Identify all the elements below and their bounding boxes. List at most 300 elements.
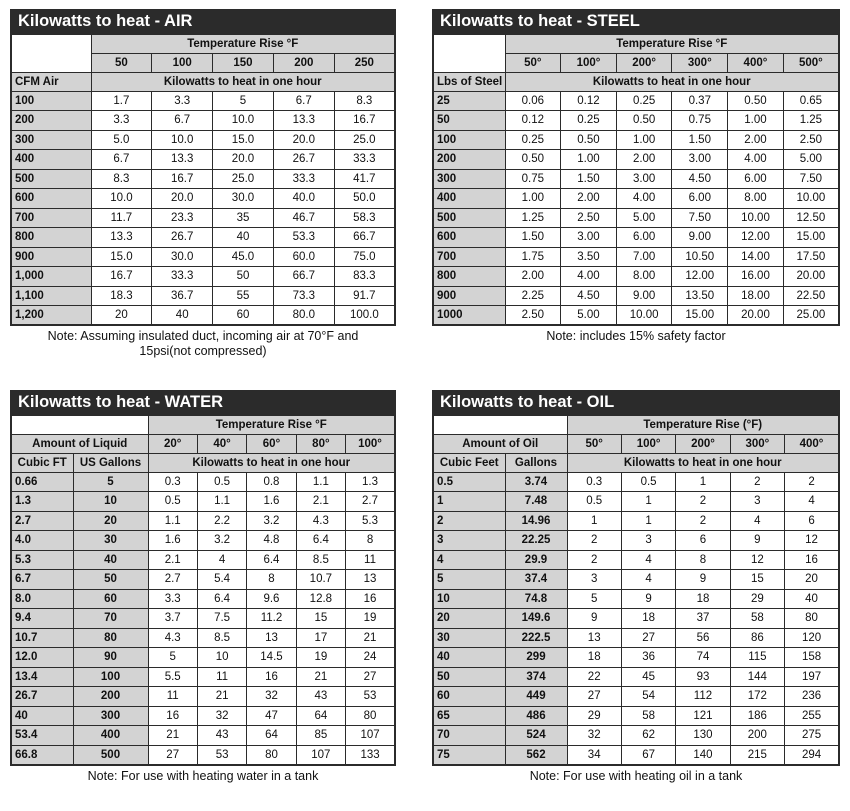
oil-col2-cell: 562: [505, 745, 567, 765]
water-sub-header: Kilowatts to heat in one hour: [148, 453, 395, 472]
table-cell: 12: [730, 550, 784, 570]
table-cell: 21: [296, 667, 345, 687]
water-temp-rise-row: [11, 415, 395, 434]
table-cell: 47: [247, 706, 296, 726]
steel-temps-row: [433, 53, 839, 72]
water-temp-rise-header: Temperature Rise °F: [148, 415, 395, 434]
table-cell: 40.0: [273, 189, 334, 209]
steel-note: Note: includes 15% safety factor: [546, 329, 726, 343]
table-row: [11, 189, 395, 209]
water-temp-header: 80°: [296, 434, 345, 453]
table-row: [433, 130, 839, 150]
table-cell: 9: [730, 531, 784, 551]
table-cell: 66.7: [273, 267, 334, 287]
table-cell: 112: [676, 687, 730, 707]
table-cell: 40: [785, 589, 839, 609]
table-cell: 2.00: [728, 130, 784, 150]
table-cell: 1.6: [148, 531, 197, 551]
table-cell: 0.5: [567, 492, 621, 512]
steel-temp-header: 300°: [672, 53, 728, 72]
table-row: [433, 247, 839, 267]
table-cell: 4.00: [616, 189, 672, 209]
table-cell: 32: [197, 706, 246, 726]
water-col1-cell: 40: [11, 706, 73, 726]
steel-corner-blank: [433, 34, 505, 53]
table-cell: 75.0: [334, 247, 395, 267]
water-col2-cell: 500: [73, 745, 148, 765]
table-cell: 4: [621, 570, 675, 590]
table-cell: 20.0: [152, 189, 213, 209]
oil-col1-cell: 20: [433, 609, 505, 629]
table-cell: 16: [148, 706, 197, 726]
table-cell: 43: [296, 687, 345, 707]
oil-temp-rise-row: [433, 415, 839, 434]
air-row-label: 300: [11, 130, 91, 150]
table-cell: 40: [152, 306, 213, 326]
table-cell: 30.0: [213, 189, 274, 209]
water-col1-cell: 26.7: [11, 687, 73, 707]
oil-title: Kilowatts to heat - OIL: [432, 390, 840, 414]
table-cell: 130: [676, 726, 730, 746]
table-row: [11, 550, 395, 570]
table-cell: 50: [213, 267, 274, 287]
table-cell: 3.00: [616, 169, 672, 189]
table-cell: 2.7: [346, 492, 395, 512]
table-cell: 2.7: [148, 570, 197, 590]
table-cell: 50.0: [334, 189, 395, 209]
water-col1-cell: 1.3: [11, 492, 73, 512]
water-temp-header: 100°: [346, 434, 395, 453]
table-cell: 16: [785, 550, 839, 570]
steel-table: [432, 33, 840, 326]
table-cell: 0.3: [148, 472, 197, 492]
table-cell: 13.50: [672, 286, 728, 306]
table-cell: 107: [346, 726, 395, 746]
table-cell: 34: [567, 745, 621, 765]
table-row: [433, 228, 839, 248]
table-cell: 66.7: [334, 228, 395, 248]
table-cell: 0.25: [505, 130, 561, 150]
air-temp-header: 100: [152, 53, 213, 72]
table-cell: 80: [247, 745, 296, 765]
table-cell: 4.00: [728, 150, 784, 170]
table-cell: 18.3: [91, 286, 152, 306]
oil-table: [432, 414, 840, 766]
table-cell: 36: [621, 648, 675, 668]
water-col1-cell: 10.7: [11, 628, 73, 648]
water-col2-cell: 40: [73, 550, 148, 570]
table-cell: 8: [346, 531, 395, 551]
oil-subheader-row: [433, 453, 839, 472]
table-cell: 80: [785, 609, 839, 629]
table-cell: 15: [730, 570, 784, 590]
air-row-label: 700: [11, 208, 91, 228]
table-cell: 5: [148, 648, 197, 668]
table-cell: 21: [197, 687, 246, 707]
steel-row-label: 100: [433, 130, 505, 150]
table-cell: 2.00: [616, 150, 672, 170]
table-cell: 16: [346, 589, 395, 609]
oil-col2-cell: 37.4: [505, 570, 567, 590]
water-col2-header: US Gallons: [73, 453, 148, 472]
table-row: [433, 667, 839, 687]
table-row: [11, 267, 395, 287]
air-panel: [10, 9, 396, 359]
table-cell: 3: [730, 492, 784, 512]
table-cell: 25.0: [213, 169, 274, 189]
table-cell: 16.7: [152, 169, 213, 189]
table-row: [433, 609, 839, 629]
table-cell: 1.50: [561, 169, 617, 189]
oil-col2-cell: 14.96: [505, 511, 567, 531]
oil-col2-cell: 222.5: [505, 628, 567, 648]
water-col2-cell: 400: [73, 726, 148, 746]
oil-col1-cell: 10: [433, 589, 505, 609]
table-row: [11, 609, 395, 629]
table-cell: 0.65: [783, 91, 839, 111]
water-col1-cell: 5.3: [11, 550, 73, 570]
table-row: [433, 726, 839, 746]
steel-temp-rise-row: [433, 34, 839, 53]
table-cell: 45: [621, 667, 675, 687]
table-cell: 140: [676, 745, 730, 765]
table-cell: 12.00: [728, 228, 784, 248]
table-cell: 8: [247, 570, 296, 590]
oil-col1-cell: 30: [433, 628, 505, 648]
water-temp-header: 40°: [197, 434, 246, 453]
table-cell: 9.00: [616, 286, 672, 306]
table-cell: 80.0: [273, 306, 334, 326]
air-temp-header: 150: [213, 53, 274, 72]
oil-col2-cell: 299: [505, 648, 567, 668]
table-cell: 37: [676, 609, 730, 629]
water-col2-cell: 70: [73, 609, 148, 629]
table-cell: 5: [213, 91, 274, 111]
water-col2-cell: 10: [73, 492, 148, 512]
table-cell: 46.7: [273, 208, 334, 228]
table-cell: 43: [197, 726, 246, 746]
table-cell: 120: [785, 628, 839, 648]
table-cell: 6: [785, 511, 839, 531]
table-cell: 58: [621, 706, 675, 726]
steel-row-label: 300: [433, 169, 505, 189]
table-row: [11, 472, 395, 492]
steel-corner-blank-2: [433, 53, 505, 72]
table-cell: 1.75: [505, 247, 561, 267]
table-cell: 1.6: [247, 492, 296, 512]
table-cell: 6.4: [296, 531, 345, 551]
water-temp-header: 60°: [247, 434, 296, 453]
table-row: [11, 687, 395, 707]
steel-row-label: 25: [433, 91, 505, 111]
water-col2-cell: 50: [73, 570, 148, 590]
oil-panel: [432, 390, 840, 784]
table-cell: 1.00: [561, 150, 617, 170]
air-row-label: 800: [11, 228, 91, 248]
table-cell: 29: [567, 706, 621, 726]
table-cell: 5: [567, 589, 621, 609]
table-cell: 5.0: [91, 130, 152, 150]
table-cell: 27: [621, 628, 675, 648]
oil-col1-cell: 50: [433, 667, 505, 687]
table-cell: 1: [621, 492, 675, 512]
table-row: [433, 472, 839, 492]
table-cell: 54: [621, 687, 675, 707]
table-cell: 215: [730, 745, 784, 765]
table-cell: 27: [148, 745, 197, 765]
table-row: [11, 169, 395, 189]
water-col1-cell: 12.0: [11, 648, 73, 668]
table-cell: 55: [213, 286, 274, 306]
oil-col2-cell: 449: [505, 687, 567, 707]
table-row: [11, 570, 395, 590]
table-cell: 200: [730, 726, 784, 746]
table-cell: 144: [730, 667, 784, 687]
table-row: [11, 228, 395, 248]
table-cell: 158: [785, 648, 839, 668]
oil-col2-cell: 29.9: [505, 550, 567, 570]
table-cell: 0.12: [561, 91, 617, 111]
table-cell: 2: [785, 472, 839, 492]
table-cell: 0.50: [505, 150, 561, 170]
table-cell: 0.37: [672, 91, 728, 111]
steel-temp-header: 50°: [505, 53, 561, 72]
table-cell: 8.3: [334, 91, 395, 111]
table-cell: 2.50: [783, 130, 839, 150]
table-cell: 4.00: [561, 267, 617, 287]
table-cell: 14.5: [247, 648, 296, 668]
steel-row-label: 900: [433, 286, 505, 306]
table-cell: 83.3: [334, 267, 395, 287]
table-cell: 4: [197, 550, 246, 570]
table-cell: 19: [296, 648, 345, 668]
table-cell: 7.50: [672, 208, 728, 228]
table-cell: 107: [296, 745, 345, 765]
table-row: [11, 286, 395, 306]
table-row: [11, 130, 395, 150]
table-cell: 67: [621, 745, 675, 765]
table-cell: 9.00: [672, 228, 728, 248]
table-cell: 8.00: [616, 267, 672, 287]
table-cell: 12.8: [296, 589, 345, 609]
table-cell: 3.3: [152, 91, 213, 111]
oil-col2-cell: 524: [505, 726, 567, 746]
steel-panel: [432, 9, 840, 344]
table-cell: 62: [621, 726, 675, 746]
table-row: [433, 267, 839, 287]
table-cell: 0.50: [561, 130, 617, 150]
oil-col1-cell: 70: [433, 726, 505, 746]
table-cell: 64: [247, 726, 296, 746]
air-temp-rise-row: [11, 34, 395, 53]
table-cell: 13.3: [152, 150, 213, 170]
table-cell: 80: [346, 706, 395, 726]
table-cell: 3.00: [561, 228, 617, 248]
steel-row-label: 200: [433, 150, 505, 170]
water-col1-cell: 4.0: [11, 531, 73, 551]
air-sub-header: Kilowatts to heat in one hour: [91, 72, 395, 91]
table-cell: 18: [567, 648, 621, 668]
water-col2-cell: 60: [73, 589, 148, 609]
table-row: [433, 189, 839, 209]
oil-corner-blank: [433, 415, 567, 434]
table-cell: 18: [621, 609, 675, 629]
table-cell: 15.00: [783, 228, 839, 248]
table-cell: 86: [730, 628, 784, 648]
table-cell: 4.50: [672, 169, 728, 189]
table-cell: 10.00: [783, 189, 839, 209]
water-col2-cell: 30: [73, 531, 148, 551]
oil-col2-cell: 149.6: [505, 609, 567, 629]
water-col2-cell: 5: [73, 472, 148, 492]
table-cell: 6.00: [728, 169, 784, 189]
table-row: [11, 111, 395, 131]
table-cell: 53: [346, 687, 395, 707]
table-cell: 294: [785, 745, 839, 765]
steel-subheader-row: [433, 72, 839, 91]
table-row: [11, 667, 395, 687]
air-note: [10, 329, 396, 359]
table-row: [433, 169, 839, 189]
table-cell: 21: [148, 726, 197, 746]
oil-col1-cell: 75: [433, 745, 505, 765]
table-cell: 3: [567, 570, 621, 590]
oil-col1-cell: 2: [433, 511, 505, 531]
steel-row-label: 800: [433, 267, 505, 287]
table-cell: 4.3: [296, 511, 345, 531]
table-row: [433, 706, 839, 726]
air-note-line1: Note: Assuming insulated duct, incoming air at 70°F and: [47, 329, 359, 343]
table-cell: 2.00: [505, 267, 561, 287]
table-cell: 10.00: [616, 306, 672, 326]
table-cell: 91.7: [334, 286, 395, 306]
water-col1-cell: 0.66: [11, 472, 73, 492]
table-row: [11, 706, 395, 726]
air-corner-blank: [11, 34, 91, 53]
table-cell: 10: [197, 648, 246, 668]
table-cell: 27: [567, 687, 621, 707]
table-cell: 6.4: [197, 589, 246, 609]
table-cell: 4.50: [561, 286, 617, 306]
table-cell: 5.00: [561, 306, 617, 326]
table-cell: 16.00: [728, 267, 784, 287]
table-cell: 33.3: [152, 267, 213, 287]
table-cell: 85: [296, 726, 345, 746]
oil-temp-header: 100°: [621, 434, 675, 453]
air-row-label: 400: [11, 150, 91, 170]
table-cell: 7.50: [783, 169, 839, 189]
table-row: [433, 745, 839, 765]
table-cell: 6.00: [616, 228, 672, 248]
table-cell: 15.00: [672, 306, 728, 326]
air-row-label: 1,100: [11, 286, 91, 306]
table-cell: 93: [676, 667, 730, 687]
water-col2-cell: 200: [73, 687, 148, 707]
table-cell: 8: [676, 550, 730, 570]
table-cell: 23.3: [152, 208, 213, 228]
oil-col2-cell: 374: [505, 667, 567, 687]
table-cell: 58: [730, 609, 784, 629]
water-table: [10, 414, 396, 766]
table-cell: 60.0: [273, 247, 334, 267]
table-cell: 40: [213, 228, 274, 248]
table-cell: 6.7: [91, 150, 152, 170]
table-cell: 12.00: [672, 267, 728, 287]
table-row: [433, 589, 839, 609]
steel-temp-header: 400°: [728, 53, 784, 72]
water-col1-cell: 9.4: [11, 609, 73, 629]
table-cell: 45.0: [213, 247, 274, 267]
table-cell: 5.5: [148, 667, 197, 687]
table-cell: 0.75: [505, 169, 561, 189]
air-row-label: 1,000: [11, 267, 91, 287]
air-row-label: 200: [11, 111, 91, 131]
table-cell: 133: [346, 745, 395, 765]
table-cell: 53.3: [273, 228, 334, 248]
table-cell: 29: [730, 589, 784, 609]
table-cell: 8.00: [728, 189, 784, 209]
table-cell: 3.2: [247, 511, 296, 531]
oil-temp-header: 200°: [676, 434, 730, 453]
table-cell: 255: [785, 706, 839, 726]
oil-temp-rise-header: Temperature Rise (°F): [567, 415, 839, 434]
oil-col2-cell: 7.48: [505, 492, 567, 512]
air-row-label: 1,200: [11, 306, 91, 326]
table-cell: 13.3: [91, 228, 152, 248]
oil-col2-cell: 74.8: [505, 589, 567, 609]
table-cell: 1.00: [505, 189, 561, 209]
table-row: [433, 570, 839, 590]
table-cell: 11: [197, 667, 246, 687]
table-cell: 2: [730, 472, 784, 492]
air-note-line2: 15psi(not compressed): [139, 344, 267, 358]
table-cell: 1.1: [197, 492, 246, 512]
table-cell: 13: [346, 570, 395, 590]
table-row: [11, 247, 395, 267]
steel-row-label: 500: [433, 208, 505, 228]
table-cell: 1: [567, 511, 621, 531]
steel-row-header: Lbs of Steel: [433, 72, 505, 91]
table-row: [433, 111, 839, 131]
table-cell: 7.5: [197, 609, 246, 629]
table-cell: 197: [785, 667, 839, 687]
table-cell: 6.7: [273, 91, 334, 111]
table-cell: 21: [346, 628, 395, 648]
table-cell: 18: [676, 589, 730, 609]
table-cell: 0.06: [505, 91, 561, 111]
table-cell: 20.00: [783, 267, 839, 287]
table-cell: 73.3: [273, 286, 334, 306]
table-cell: 5.00: [616, 208, 672, 228]
table-cell: 32: [567, 726, 621, 746]
table-cell: 8.3: [91, 169, 152, 189]
oil-temp-header: 50°: [567, 434, 621, 453]
table-cell: 33.3: [273, 169, 334, 189]
table-cell: 26.7: [152, 228, 213, 248]
oil-temp-header: 300°: [730, 434, 784, 453]
table-cell: 20: [91, 306, 152, 326]
table-cell: 14.00: [728, 247, 784, 267]
oil-col1-cell: 4: [433, 550, 505, 570]
steel-sub-header: Kilowatts to heat in one hour: [505, 72, 839, 91]
table-cell: 20: [785, 570, 839, 590]
table-cell: 2: [567, 550, 621, 570]
water-col1-cell: 6.7: [11, 570, 73, 590]
water-col1-cell: 2.7: [11, 511, 73, 531]
table-cell: 10.7: [296, 570, 345, 590]
oil-sub-header: Kilowatts to heat in one hour: [567, 453, 839, 472]
table-cell: 9.6: [247, 589, 296, 609]
